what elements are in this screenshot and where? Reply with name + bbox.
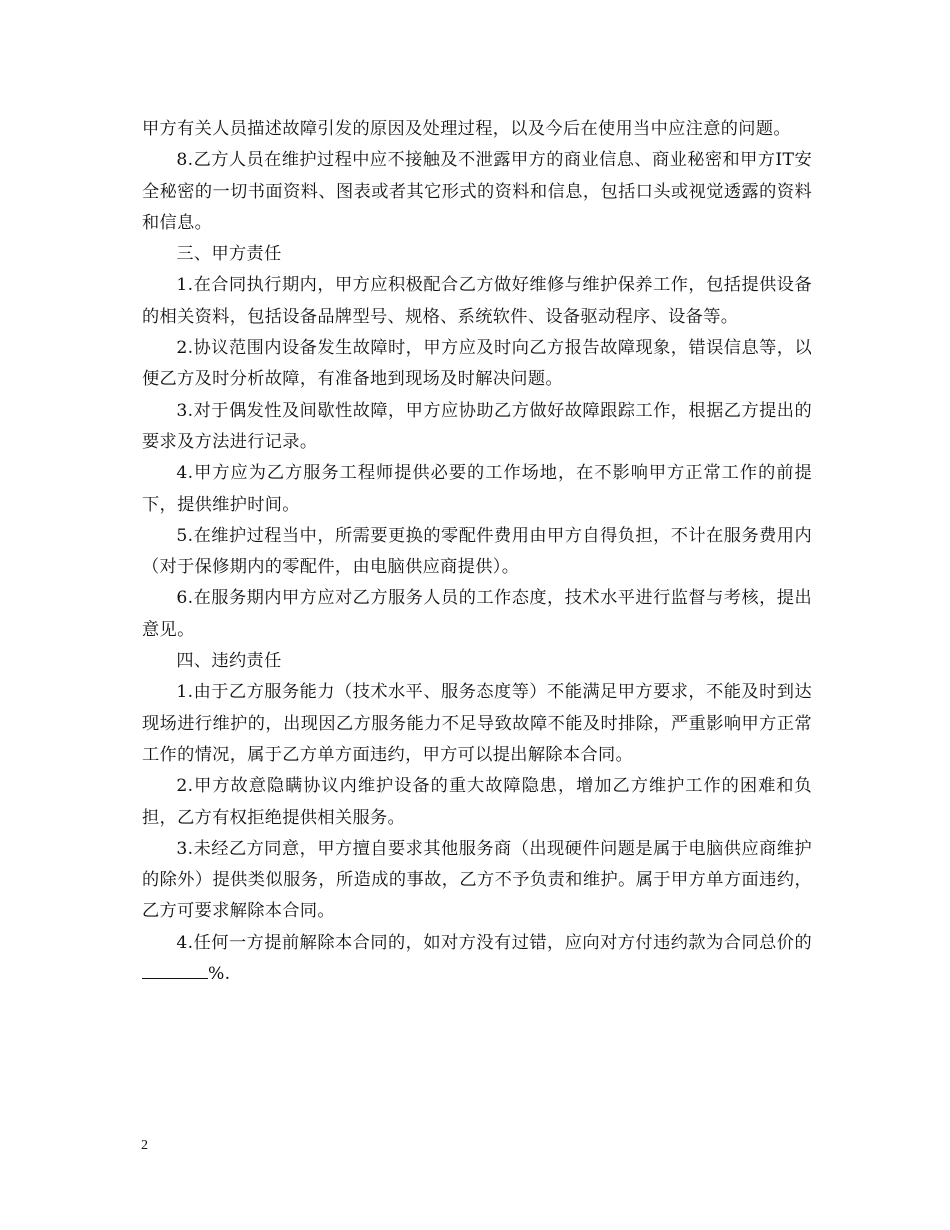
paragraph-continuation: 甲方有关人员描述故障引发的原因及处理过程，以及今后在使用当中应注意的问题。 — [142, 119, 791, 139]
page-number: 2 — [141, 1138, 148, 1153]
paragraph-party-a-item-2: 2.协议范围内设备发生故障时，甲方应及时向乙方报告故障现象，错误信息等，以便乙方及时分析故障，有准备地到现场及时解决问题。 — [142, 338, 812, 390]
paragraph-breach-item-3: 3.未经乙方同意，甲方擅自要求其他服务商（出现硬件问题是属于电脑供应商维护的除外）提供类似服务，所造成的事故，乙方不予负责和维护。属于甲方单方面违约，乙方可要求解除本合同。 — [142, 838, 812, 922]
paragraph-breach-item-1: 1.由于乙方服务能力（技术水平、服务态度等）不能满足甲方要求，不能及时到达现场进行维护的，出现因乙方服务能力不足导致故障不能及时排除，严重影响甲方正常工作的情况，属于乙方单方面违约，甲方可以提出解除本合同。 — [142, 682, 812, 765]
breach-item-4-text: 4.任何一方提前解除本合同的，如对方没有过错，应向对方付违约款为合同总价的 — [176, 932, 812, 953]
section-heading-party-a-responsibility: 三、甲方责任 — [176, 244, 282, 265]
paragraph-party-a-item-3: 3.对于偶发性及间歇性故障，甲方应协助乙方做好故障跟踪工作，根据乙方提出的要求及方法进行记录。 — [142, 400, 812, 452]
paragraph-breach-item-2: 2.甲方故意隐瞒协议内维护设备的重大故障隐患，增加乙方维护工作的困难和负担，乙方有权拒绝提供相关服务。 — [142, 776, 812, 828]
paragraph-party-a-item-1: 1.在合同执行期内，甲方应积极配合乙方做好维修与维护保养工作，包括提供设备的相关资料，包括设备品牌型号、规格、系统软件、设备驱动程序、设备等。 — [142, 275, 812, 327]
paragraph-party-a-item-5: 5.在维护过程当中，所需要更换的零配件费用由甲方自得负担，不计在服务费用内（对于保修期内的零配件，由电脑供应商提供）。 — [142, 525, 812, 578]
breach-item-4-suffix: %. — [208, 964, 231, 985]
document-body — [142, 114, 812, 990]
paragraph-breach-item-4 — [142, 928, 812, 991]
paragraph-item-8: 8.乙方人员在维护过程中应不接触及不泄露甲方的商业信息、商业秘密和甲方IT安全秘密的一切书面资料、图表或者其它形式的资料和信息，包括口头或视觉透露的资料和信息。 — [142, 150, 812, 233]
fill-in-blank — [142, 960, 208, 979]
paragraph-party-a-item-6: 6.在服务期内甲方应对乙方服务人员的工作态度，技术水平进行监督与考核，提出意见。 — [142, 588, 812, 640]
section-heading-breach-liability: 四、违约责任 — [176, 651, 282, 672]
paragraph-party-a-item-4: 4.甲方应为乙方服务工程师提供必要的工作场地，在不影响甲方正常工作的前提下，提供维护时间。 — [142, 463, 812, 515]
